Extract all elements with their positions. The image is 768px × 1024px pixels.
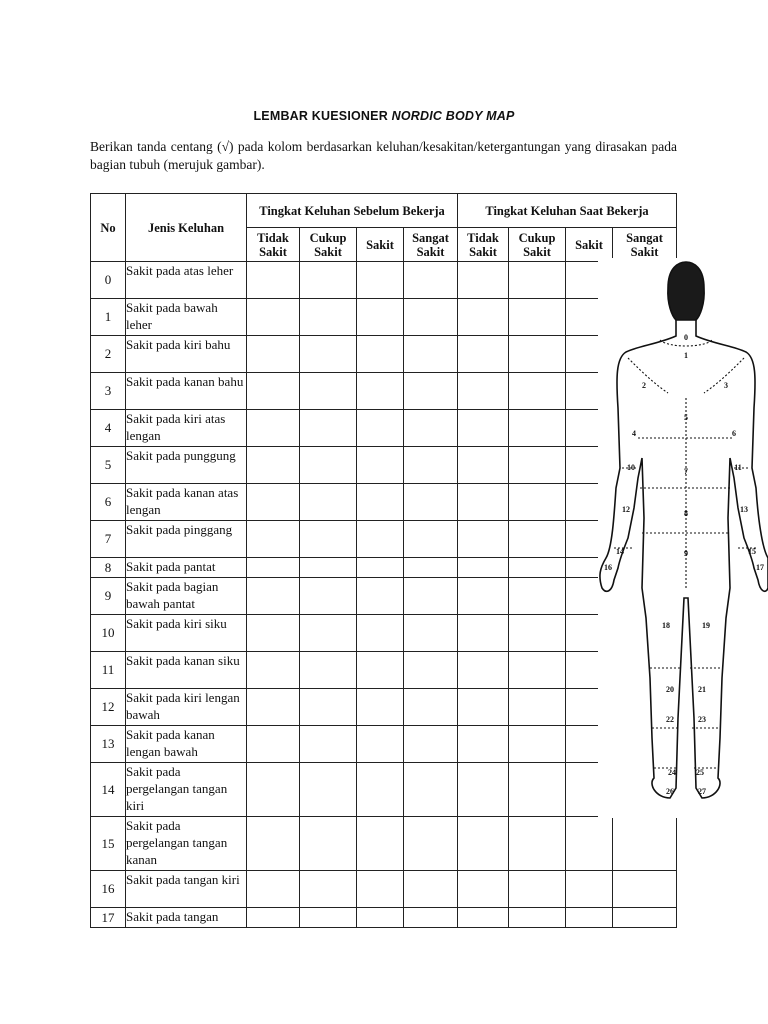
table-row (91, 726, 677, 763)
body-map-illustration (598, 258, 768, 818)
region-label: 22 (666, 715, 674, 724)
region-label: 11 (734, 463, 742, 472)
region-label: 25 (696, 768, 704, 777)
region-label: 15 (748, 547, 756, 556)
region-label: 9 (684, 549, 688, 558)
checkbox-cell[interactable] (458, 652, 509, 689)
checkbox-cell[interactable] (300, 763, 357, 817)
checkbox-cell[interactable] (509, 336, 566, 373)
checkbox-cell[interactable] (357, 262, 404, 299)
region-label: 1 (684, 351, 688, 360)
row-number: 1 (91, 299, 126, 336)
region-label: 14 (616, 547, 624, 556)
checkbox-cell[interactable] (357, 484, 404, 521)
region-label: 13 (740, 505, 748, 514)
checkbox-cell[interactable] (458, 410, 509, 447)
title-italic-text: NORDIC BODY MAP (391, 109, 515, 123)
table-row (91, 262, 677, 299)
checkbox-cell[interactable] (509, 908, 566, 928)
checkbox-cell[interactable] (509, 410, 566, 447)
checkbox-cell[interactable] (404, 262, 458, 299)
row-number: 16 (91, 871, 126, 908)
region-label: 17 (756, 563, 764, 572)
region-label: 24 (668, 768, 676, 777)
checkbox-cell[interactable] (404, 484, 458, 521)
checkbox-cell[interactable] (458, 615, 509, 652)
checkbox-cell[interactable] (404, 689, 458, 726)
checkbox-cell[interactable] (300, 908, 357, 928)
table-row (91, 689, 677, 726)
checkbox-cell[interactable] (300, 410, 357, 447)
checkbox-cell[interactable] (404, 871, 458, 908)
region-label: 8 (684, 509, 688, 518)
checkbox-cell[interactable] (404, 908, 458, 928)
checkbox-cell[interactable] (566, 817, 613, 871)
complaint-label: Sakit pada kiri bahu (126, 336, 247, 373)
table-row (91, 578, 677, 615)
checkbox-cell[interactable] (509, 262, 566, 299)
checkbox-cell[interactable] (458, 336, 509, 373)
checkbox-cell[interactable] (404, 578, 458, 615)
complaint-label: Sakit pada bagian bawah pantat (126, 578, 247, 615)
header-before-work: Tingkat Keluhan Sebelum Bekerja (247, 194, 458, 228)
checkbox-cell[interactable] (247, 726, 300, 763)
header-during-work: Tingkat Keluhan Saat Bekerja (458, 194, 677, 228)
checkbox-cell[interactable] (404, 652, 458, 689)
checkbox-cell[interactable] (357, 763, 404, 817)
table-row (91, 521, 677, 558)
row-number: 6 (91, 484, 126, 521)
complaint-label: Sakit pada pinggang (126, 521, 247, 558)
checkbox-cell[interactable] (300, 521, 357, 558)
checkbox-cell[interactable] (300, 615, 357, 652)
checkbox-cell[interactable] (458, 689, 509, 726)
checkbox-cell[interactable] (458, 373, 509, 410)
complaint-label: Sakit pada punggung (126, 447, 247, 484)
table-row (91, 652, 677, 689)
checkbox-cell[interactable] (357, 410, 404, 447)
checkbox-cell[interactable] (247, 615, 300, 652)
checkbox-cell[interactable] (509, 615, 566, 652)
complaint-label: Sakit pada kanan lengan bawah (126, 726, 247, 763)
checkbox-cell[interactable] (300, 817, 357, 871)
complaint-label: Sakit pada pergelangan tangan kanan (126, 817, 247, 871)
header-level: Sangat Sakit (613, 228, 677, 262)
row-number: 11 (91, 652, 126, 689)
checkbox-cell[interactable] (247, 373, 300, 410)
checkbox-cell[interactable] (458, 578, 509, 615)
checkbox-cell[interactable] (613, 871, 677, 908)
checkbox-cell[interactable] (357, 578, 404, 615)
checkbox-cell[interactable] (509, 817, 566, 871)
checkbox-cell[interactable] (404, 299, 458, 336)
checkbox-cell[interactable] (357, 447, 404, 484)
complaint-label: Sakit pada kiri siku (126, 615, 247, 652)
checkbox-cell[interactable] (247, 763, 300, 817)
region-label: 4 (632, 429, 636, 438)
header-level: Tidak Sakit (247, 228, 300, 262)
checkbox-cell[interactable] (404, 336, 458, 373)
row-number: 0 (91, 262, 126, 299)
checkbox-cell[interactable] (247, 410, 300, 447)
checkbox-cell[interactable] (458, 299, 509, 336)
checkbox-cell[interactable] (300, 484, 357, 521)
checkbox-cell[interactable] (458, 763, 509, 817)
row-number: 8 (91, 558, 126, 578)
checkbox-cell[interactable] (300, 652, 357, 689)
region-label: 18 (662, 621, 670, 630)
table-row (91, 373, 677, 410)
checkbox-cell[interactable] (404, 521, 458, 558)
table-row (91, 299, 677, 336)
region-label: 21 (698, 685, 706, 694)
checkbox-cell[interactable] (300, 726, 357, 763)
row-number: 15 (91, 817, 126, 871)
row-number: 9 (91, 578, 126, 615)
table-row (91, 871, 677, 908)
checkbox-cell[interactable] (247, 447, 300, 484)
checkbox-cell[interactable] (509, 689, 566, 726)
table-row (91, 336, 677, 373)
checkbox-cell[interactable] (509, 447, 566, 484)
checkbox-cell[interactable] (404, 763, 458, 817)
checkbox-cell[interactable] (566, 871, 613, 908)
checkbox-cell[interactable] (300, 578, 357, 615)
checkbox-cell[interactable] (509, 871, 566, 908)
header-level: Tidak Sakit (458, 228, 509, 262)
row-number: 17 (91, 908, 126, 928)
checkbox-cell[interactable] (247, 521, 300, 558)
complaint-label: Sakit pada tangan (126, 908, 247, 928)
checkbox-cell[interactable] (247, 689, 300, 726)
checkbox-cell[interactable] (458, 521, 509, 558)
header-level: Cukup Sakit (300, 228, 357, 262)
checkbox-cell[interactable] (247, 652, 300, 689)
checkbox-cell[interactable] (357, 299, 404, 336)
checkbox-cell[interactable] (404, 447, 458, 484)
complaint-label: Sakit pada atas leher (126, 262, 247, 299)
checkbox-cell[interactable] (566, 908, 613, 928)
complaint-label: Sakit pada kanan bahu (126, 373, 247, 410)
region-label: 12 (622, 505, 630, 514)
row-number: 2 (91, 336, 126, 373)
region-label: 27 (698, 787, 706, 796)
checkbox-cell[interactable] (300, 558, 357, 578)
checkbox-cell[interactable] (357, 336, 404, 373)
checkbox-cell[interactable] (357, 908, 404, 928)
checkbox-cell[interactable] (404, 558, 458, 578)
region-label: 10 (627, 463, 635, 472)
complaint-label: Sakit pada tangan kiri (126, 871, 247, 908)
checkbox-cell[interactable] (458, 908, 509, 928)
header-level: Sangat Sakit (404, 228, 458, 262)
checkbox-cell[interactable] (458, 262, 509, 299)
checkbox-cell[interactable] (404, 726, 458, 763)
table-row (91, 447, 677, 484)
region-label: 19 (702, 621, 710, 630)
checkbox-cell[interactable] (247, 871, 300, 908)
checkbox-cell[interactable] (509, 484, 566, 521)
checkbox-cell[interactable] (357, 521, 404, 558)
title-text: LEMBAR KUESIONER (253, 109, 392, 123)
checkbox-cell[interactable] (247, 817, 300, 871)
row-number: 12 (91, 689, 126, 726)
region-label: 7 (684, 467, 688, 476)
region-label: 3 (724, 381, 728, 390)
questionnaire-table (90, 193, 677, 928)
checkbox-cell[interactable] (357, 871, 404, 908)
header-level: Sakit (566, 228, 613, 262)
checkbox-cell[interactable] (458, 726, 509, 763)
row-number: 7 (91, 521, 126, 558)
checkbox-cell[interactable] (357, 652, 404, 689)
row-number: 4 (91, 410, 126, 447)
region-label: 26 (666, 787, 674, 796)
complaint-label: Sakit pada bawah leher (126, 299, 247, 336)
checkbox-cell[interactable] (458, 871, 509, 908)
page-title (0, 109, 768, 123)
checkbox-cell[interactable] (509, 521, 566, 558)
table-row (91, 908, 677, 928)
row-number: 5 (91, 447, 126, 484)
checkbox-cell[interactable] (509, 299, 566, 336)
checkbox-cell[interactable] (300, 299, 357, 336)
checkbox-cell[interactable] (300, 262, 357, 299)
header-no: No (91, 194, 126, 262)
checkbox-cell[interactable] (509, 373, 566, 410)
checkbox-cell[interactable] (357, 817, 404, 871)
checkbox-cell[interactable] (247, 262, 300, 299)
region-label: 16 (604, 563, 612, 572)
checkbox-cell[interactable] (404, 615, 458, 652)
checkbox-cell[interactable] (458, 447, 509, 484)
checkbox-cell[interactable] (300, 336, 357, 373)
checkbox-cell[interactable] (404, 373, 458, 410)
checkbox-cell[interactable] (509, 652, 566, 689)
complaint-label: Sakit pada kanan siku (126, 652, 247, 689)
checkbox-cell[interactable] (404, 817, 458, 871)
checkbox-cell[interactable] (357, 558, 404, 578)
checkbox-cell[interactable] (247, 578, 300, 615)
table-row (91, 763, 677, 817)
checkbox-cell[interactable] (300, 373, 357, 410)
checkbox-cell[interactable] (458, 817, 509, 871)
region-label: 20 (666, 685, 674, 694)
checkbox-cell[interactable] (357, 373, 404, 410)
header-jenis-keluhan: Jenis Keluhan (126, 194, 247, 262)
row-number: 13 (91, 726, 126, 763)
table-row (91, 615, 677, 652)
region-label: 2 (642, 381, 646, 390)
table-row (91, 817, 677, 871)
checkbox-cell[interactable] (613, 817, 677, 871)
instruction-text: Berikan tanda centang (√) pada kolom berdasarkan keluhan/kesakitan/ketergantungan yang dirasakan pada bagian tubuh (merujuk gambar). (90, 139, 677, 172)
checkbox-cell[interactable] (247, 299, 300, 336)
checkbox-cell[interactable] (300, 871, 357, 908)
complaint-label: Sakit pada pantat (126, 558, 247, 578)
checkbox-cell[interactable] (458, 484, 509, 521)
checkbox-cell[interactable] (300, 447, 357, 484)
table-row (91, 558, 677, 578)
checkbox-cell[interactable] (247, 484, 300, 521)
complaint-label: Sakit pada kiri lengan bawah (126, 689, 247, 726)
region-label: 23 (698, 715, 706, 724)
header-level: Sakit (357, 228, 404, 262)
checkbox-cell[interactable] (357, 615, 404, 652)
checkbox-cell[interactable] (613, 908, 677, 928)
complaint-label: Sakit pada kiri atas lengan (126, 410, 247, 447)
checkbox-cell[interactable] (357, 726, 404, 763)
checkbox-cell[interactable] (509, 578, 566, 615)
row-number: 14 (91, 763, 126, 817)
checkbox-cell[interactable] (247, 908, 300, 928)
checkbox-cell[interactable] (509, 558, 566, 578)
complaint-label: Sakit pada pergelangan tangan kiri (126, 763, 247, 817)
region-label: 6 (732, 429, 736, 438)
region-label: 0 (684, 333, 688, 342)
row-number: 3 (91, 373, 126, 410)
body-map-figure (598, 258, 768, 818)
checkbox-cell[interactable] (247, 336, 300, 373)
checkbox-cell[interactable] (404, 410, 458, 447)
table-row (91, 484, 677, 521)
complaint-label: Sakit pada kanan atas lengan (126, 484, 247, 521)
table-row (91, 410, 677, 447)
header-level: Cukup Sakit (509, 228, 566, 262)
checkbox-cell[interactable] (458, 558, 509, 578)
region-label: 5 (684, 413, 688, 422)
checkbox-cell[interactable] (300, 689, 357, 726)
checkbox-cell[interactable] (509, 763, 566, 817)
row-number: 10 (91, 615, 126, 652)
checkbox-cell[interactable] (247, 558, 300, 578)
checkbox-cell[interactable] (509, 726, 566, 763)
checkbox-cell[interactable] (357, 689, 404, 726)
